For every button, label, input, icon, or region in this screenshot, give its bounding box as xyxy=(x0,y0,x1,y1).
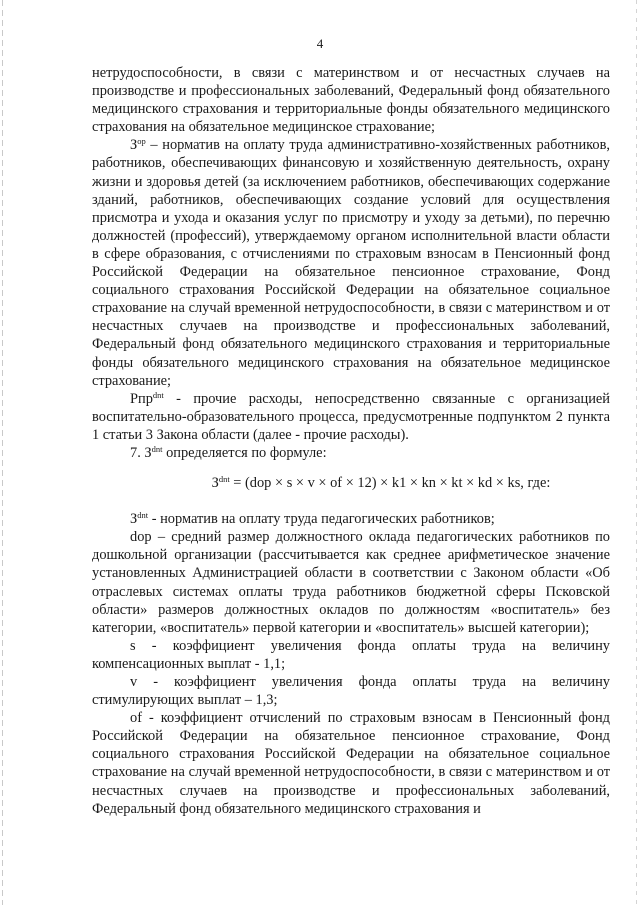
zdnt-definition-text: - норматив на оплату труда педагогических работников; xyxy=(148,511,495,528)
zor-symbol: З xyxy=(130,137,138,154)
formula-expression: = (dop × s × v × of × 12) × k1 × kn × kt × kd × ks, где: xyxy=(229,475,551,492)
formula-symbol: З xyxy=(211,475,219,492)
paragraph-zor-definition xyxy=(92,136,610,389)
paragraph-of-definition: of - коэффициент отчислений по страховым взносам в Пенсионный фонд Российской Федерации на обязательное пенсионное страхование, Фонд социального страхования Российской Федерации на обязательное социальное страхование на случай временной нетрудоспособности, в связи с материнством и от несчастных случаев на производстве и профессиональных заболеваний, Федеральный фонд обязательного медицинского страхования и xyxy=(92,710,610,817)
item-7-superscript: dnt xyxy=(151,443,163,454)
rpr-superscript: dnt xyxy=(152,389,164,400)
rpr-symbol: Рпр xyxy=(130,390,153,407)
item-7-text: определяется по формуле: xyxy=(162,444,327,461)
paragraph-v-definition: v - коэффициент увеличения фонда оплаты труда на величину стимулирующих выплат – 1,3; xyxy=(92,674,610,709)
formula xyxy=(92,474,610,492)
paragraph-dop-definition: dop – средний размер должностного оклада педагогических работников по дошкольной организации (рассчитывается как среднее арифметическое значение установленных Администрацией области в соответствии с Законом области «Об отраслевых системах оплаты труда работников бюджетной сферы Псковской области» размеров должностных окладов по должностям «воспитатель» без категории, «воспитатель» первой категории и «воспитатель» высшей категории); xyxy=(92,529,610,636)
formula-superscript: dnt xyxy=(218,474,230,485)
zor-superscript: ор xyxy=(137,136,146,147)
zdnt-superscript: dnt xyxy=(137,510,149,521)
scan-edge-left xyxy=(2,0,3,905)
document-body xyxy=(92,64,610,818)
paragraph-continuation: нетрудоспособности, в связи с материнством и от несчастных случаев на производстве и профессиональных заболеваний, Федеральный фонд обязательного медицинского страхования и территориальные фонды обязательного медицинского страхования на обязательное медицинское страхование; xyxy=(92,65,610,136)
zor-definition-text: – норматив на оплату труда административно-хозяйственных работников, работников, обеспечивающих финансовую и хозяйственную деятельность, охрану жизни и здоровья детей (за исключением работников, обеспечивающих содержание зданий, работников, обеспечивающих создание условий для осуществления присмотра и ухода и оказания услуг по присмотру и уходу за детьми), по перечню должностей (профессий), утверждаемому органом исполнительной власти области в сфере образования, с отчислениями по страховым взносам в Пенсионный фонд Российской Федерации на обязательное пенсионное страхование, Фонд социального страхования Российской Федерации на обязательное социальное страхование на случай временной нетрудоспособности, в связи с материнством и от несчастных случаев на производстве и профессиональных заболеваний, Федеральный фонд обязательного медицинского страхования и территориальные фонды обязательного медицинского страхования на обязательное медицинское страхование; xyxy=(92,137,610,389)
paragraph-rpr-definition xyxy=(92,390,610,444)
zdnt-symbol: З xyxy=(130,511,138,528)
paragraph-item-7 xyxy=(92,444,610,462)
rpr-definition-text: - прочие расходы, непосредственно связанные с организацией воспитательно-образовательного процесса, предусмотренные подпунктом 2 пункта 1 статьи 3 Закона области (далее - прочие расходы). xyxy=(92,390,610,443)
paragraph-zdnt-definition xyxy=(92,510,610,528)
page-number: 4 xyxy=(316,36,324,51)
scan-edge-right xyxy=(636,0,637,905)
paragraph-s-definition: s - коэффициент увеличения фонда оплаты труда на величину компенсационных выплат - 1,1; xyxy=(92,637,610,672)
item-7-prefix: 7. З xyxy=(130,444,152,461)
